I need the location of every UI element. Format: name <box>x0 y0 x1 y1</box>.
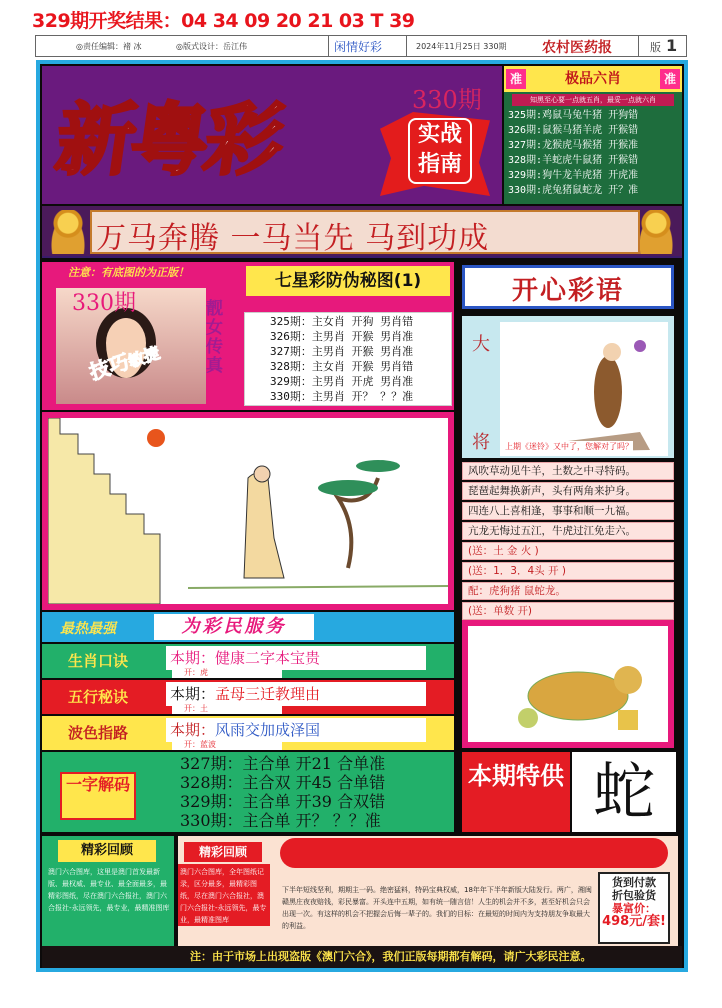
review-red-banner <box>280 838 668 868</box>
row-prefix: 本期： <box>170 721 216 739</box>
fangwei-list <box>270 314 413 404</box>
review-body: 下半年短线坚利，期期主一码。绝密猛料，特码宝典权威，18年年下半年新版大陆发行。两广，湘闽赣黑庄夜夜赔钱，彩民暴富。开头连中五期，如有统一随言信！人生的机会并不多，甚至好机会只会出现一次。有这样的机会不把握会后悔一辈子的。我们的目标：在最短的时间内为支持朋友争取最大的利益。 <box>282 886 592 930</box>
goodluck-illustration <box>468 626 668 742</box>
list-item: 风吹草动见牛羊，土数之中寻特码。 <box>462 462 674 480</box>
list-item: 330期：主合单 开？ ？？准 <box>180 811 381 830</box>
row-key: 五行秘诀 <box>68 688 129 706</box>
row-sub: 开：蓝波 <box>172 740 282 750</box>
row-bose <box>42 716 454 750</box>
list-item: 330期:虎兔猪鼠蛇龙 开？准 <box>508 185 639 196</box>
column-name: 闲情好彩 <box>334 40 383 54</box>
list-item: 配：虎狗猪 鼠蛇龙。 <box>462 582 674 600</box>
list-item: 327期：主合单 开21 合单准 <box>180 754 386 773</box>
row-prefix: 本期： <box>170 685 216 703</box>
hottest-slogan: 为彩民服务 <box>154 614 314 640</box>
list-item: 327期：主男肖 开猴 男肖准 <box>270 345 414 358</box>
pay-box <box>598 872 670 944</box>
page-label: 版 <box>650 41 661 54</box>
special-char: 蛇 <box>572 752 676 832</box>
draw-result-headline: 329期开奖结果：04 34 09 20 21 03 T 39 <box>32 10 415 32</box>
row-text: 孟母三迁教理由 <box>215 685 321 703</box>
jipin-tag-right: 准 <box>660 69 680 89</box>
review-left-text: 澳门六合图库，这里是澳门首发最新版、最权威、最专业、最全面最多，最精彩图纸，尽在澳门六合报社，澳门六合报社-永远领先，最专业，最精准图库 <box>48 868 170 912</box>
editor-credit: ◎责任编辑：褚 冰 <box>76 42 142 51</box>
list-item: 328期:羊蛇虎牛鼠猪 开猴错 <box>508 155 639 166</box>
info-bar <box>35 35 687 57</box>
jipin-title <box>504 66 682 92</box>
list-item: 326期:鼠猴马猪羊虎 开猴错 <box>508 125 639 136</box>
row-text: 健康二字本宝贵 <box>215 649 321 667</box>
pay-line2: 折包验货 <box>612 889 656 902</box>
list-item: 327期:龙猴虎马猴猪 开猴准 <box>508 140 639 151</box>
jipin-subtitle: 知黑至心要一点就五肖，最妥一点就六肖 <box>512 94 674 106</box>
designer-credit: ◎版式设计：岳江伟 <box>176 42 247 51</box>
jiema-label: 一字解码 <box>60 772 136 820</box>
riddle-char-bottom: 将 <box>472 432 490 453</box>
footer-notice: 注：由于市场上出现盗版《澳门六合》，我们正版每期都有解码，请广大彩民注意。 <box>190 950 592 963</box>
banner-issue: 330期 <box>412 86 482 114</box>
list-item: 亢龙无悔过五江，牛虎过江免走六。 <box>462 522 674 540</box>
list-item: 329期:狗牛龙羊虎猪 开虎准 <box>508 170 639 181</box>
row-prefix: 本期： <box>170 649 216 667</box>
review-mid-text: 澳门六合图库，全年图纸记录，区分最多，最精彩图纸，尽在澳门六合报社，澳门六合报社-永远领先，最专业，最精准图库 <box>178 864 270 926</box>
pay-price: 498元/套! <box>602 914 666 929</box>
pay-line3: 暴富价： <box>612 902 656 915</box>
buddha-left-icon <box>48 210 88 254</box>
scholar-painting <box>42 412 454 610</box>
riddle-caption: 上期《迷铃》又中了，您解对了吗？ <box>505 442 633 451</box>
list-item: 325期：主女肖 开狗 男肖错 <box>270 315 414 328</box>
photo-word-b: 敏捷 <box>125 343 163 372</box>
badge-text: 实战指南 <box>408 118 472 184</box>
row-value <box>166 646 426 670</box>
list-item: 328期：主女肖 开猴 男肖错 <box>270 360 414 373</box>
poem-list <box>462 462 674 622</box>
special-label: 本期特供 <box>468 762 564 790</box>
list-item: 琵琶起舞换新声，头有两角来护身。 <box>462 482 674 500</box>
date-issue: 2024年11月25日 330期 <box>416 42 507 51</box>
list-item: 329期：主男肖 开虎 男肖准 <box>270 375 414 388</box>
row-value <box>166 718 426 742</box>
paper-name: 农村医药报 <box>542 40 612 56</box>
buddha-right-icon <box>636 210 676 254</box>
list-item: 326期：主男肖 开猴 男肖准 <box>270 330 414 343</box>
fangwei-title: 七星彩防伪秘图(1) <box>246 266 450 296</box>
kaixin-title: 开心彩语 <box>511 276 624 306</box>
banner-title: 新粤彩 <box>50 96 286 186</box>
row-sub: 开：虎 <box>172 668 282 678</box>
slogan-text: 万马奔腾 一马当先 马到功成 <box>96 221 490 256</box>
jipin-title-text: 极品六肖 <box>565 71 621 87</box>
hottest-label: 最热最强 <box>60 621 116 637</box>
row-shengxiao <box>42 644 454 678</box>
riddle-char-top: 大 <box>472 334 490 355</box>
list-item: 328期：主合双 开45 合单错 <box>180 773 386 792</box>
row-key: 生肖口诀 <box>68 652 129 670</box>
list-item: 329期：主合单 开39 合双错 <box>180 792 386 811</box>
jiema-list <box>180 754 385 830</box>
page-number: 1 <box>666 36 678 55</box>
riddle-illustration <box>500 322 668 456</box>
vertical-title: 靓女传真 <box>206 299 223 376</box>
jipin-list <box>508 108 680 198</box>
list-item: (送：1．3．4头 开 ) <box>462 562 674 580</box>
row-text: 风雨交加成泽国 <box>215 721 321 739</box>
row-key: 波色指路 <box>68 724 129 742</box>
row-sub: 开：土 <box>172 704 282 714</box>
row-value <box>166 682 426 706</box>
photo-word-a: 技巧 <box>86 349 132 385</box>
list-item: 330期：主男肖 开？ ？？准 <box>270 390 414 403</box>
authenticity-note: 注意：有底图的为正版！ <box>68 266 189 279</box>
photo-issue: 330期 <box>72 291 136 316</box>
review-left-title: 精彩回顾 <box>58 840 156 862</box>
list-item: (送：土 金 火 ) <box>462 542 674 560</box>
list-item: (送：单数 开) <box>462 602 674 620</box>
review-right-title: 精彩回顾 <box>184 842 262 862</box>
jipin-tag-left: 准 <box>506 69 526 89</box>
list-item: 325期:鸡鼠马兔牛猪 开狗错 <box>508 110 639 121</box>
pay-line1: 货到付款 <box>612 876 656 889</box>
row-wuxing <box>42 680 454 714</box>
list-item: 四连八上喜相逢，事事和顺一九福。 <box>462 502 674 520</box>
